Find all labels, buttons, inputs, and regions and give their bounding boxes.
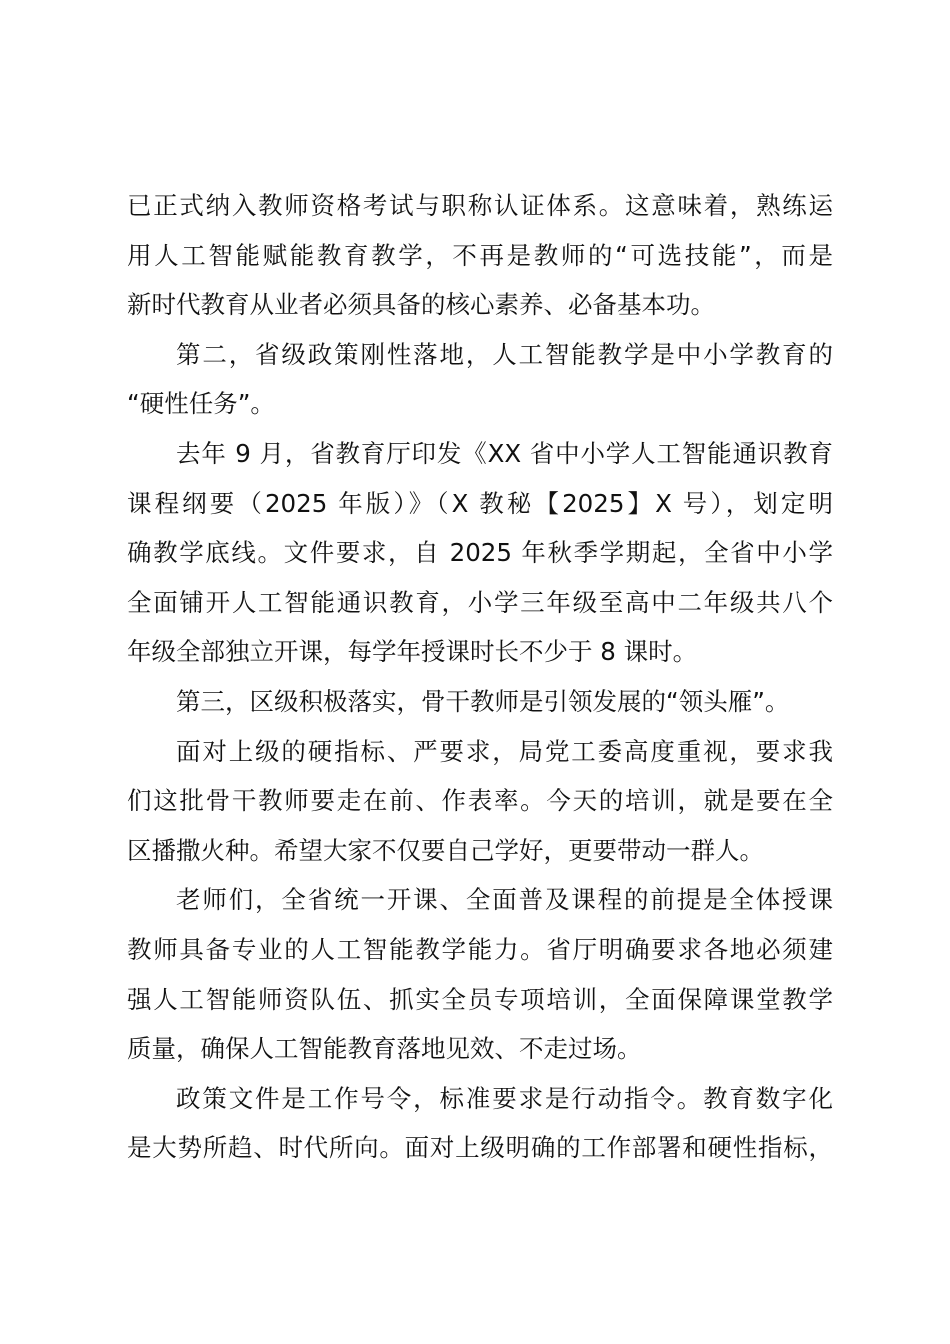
text-line: 去年 9 月，省教育厅印发《XX 省中小学人工智能通识教育 — [176, 438, 833, 468]
text-line: 新时代教育从业者必须具备的核心素养、必备基本功。 — [127, 290, 715, 320]
text-line: 用人工智能赋能教育教学，不再是教师的“可选技能”，而是 — [127, 240, 833, 270]
text-line: 教师具备专业的人工智能教学能力。省厅明确要求各地必须建 — [127, 934, 833, 964]
text-line: 已正式纳入教师资格考试与职称认证体系。这意味着，熟练运 — [127, 191, 833, 220]
text-line: 强人工智能师资队伍、抓实全员专项培训，全面保障课堂教学 — [127, 984, 833, 1014]
text-line: 质量，确保人工智能教育落地见效、不走过场。 — [127, 1034, 642, 1064]
section-heading-3: 第三，区级积极落实，骨干教师是引领发展的“领头雁”。 — [176, 686, 790, 716]
text-line: “硬性任务”。 — [127, 389, 275, 419]
text-line: 课程纲要（2025 年版）》（X 教秘【2025】X 号），划定明 — [127, 488, 833, 518]
text-line: 区播撒火种。希望大家不仅要自己学好，更要带动一群人。 — [127, 835, 764, 865]
text-line: 面对上级的硬指标、严要求，局党工委高度重视，要求我 — [176, 736, 833, 766]
text-line: 们这批骨干教师要走在前、作表率。今天的培训，就是要在全 — [127, 786, 833, 816]
text-line: 政策文件是工作号令，标准要求是行动指令。教育数字化 — [176, 1083, 833, 1113]
text-line: 确教学底线。文件要求，自 2025 年秋季学期起，全省中小学 — [127, 538, 833, 568]
document-body — [127, 181, 833, 1173]
text-line: 全面铺开人工智能通识教育，小学三年级至高中二年级共八个 — [127, 587, 833, 617]
text-line: 是大势所趋、时代所向。面对上级明确的工作部署和硬性指标， — [127, 1133, 833, 1163]
text-line: 年级全部独立开课，每学年授课时长不少于 8 课时。 — [127, 637, 698, 667]
section-heading-2: 第二，省级政策刚性落地，人工智能教学是中小学教育的 — [176, 339, 833, 369]
text-line: 老师们，全省统一开课、全面普及课程的前提是全体授课 — [176, 885, 833, 915]
